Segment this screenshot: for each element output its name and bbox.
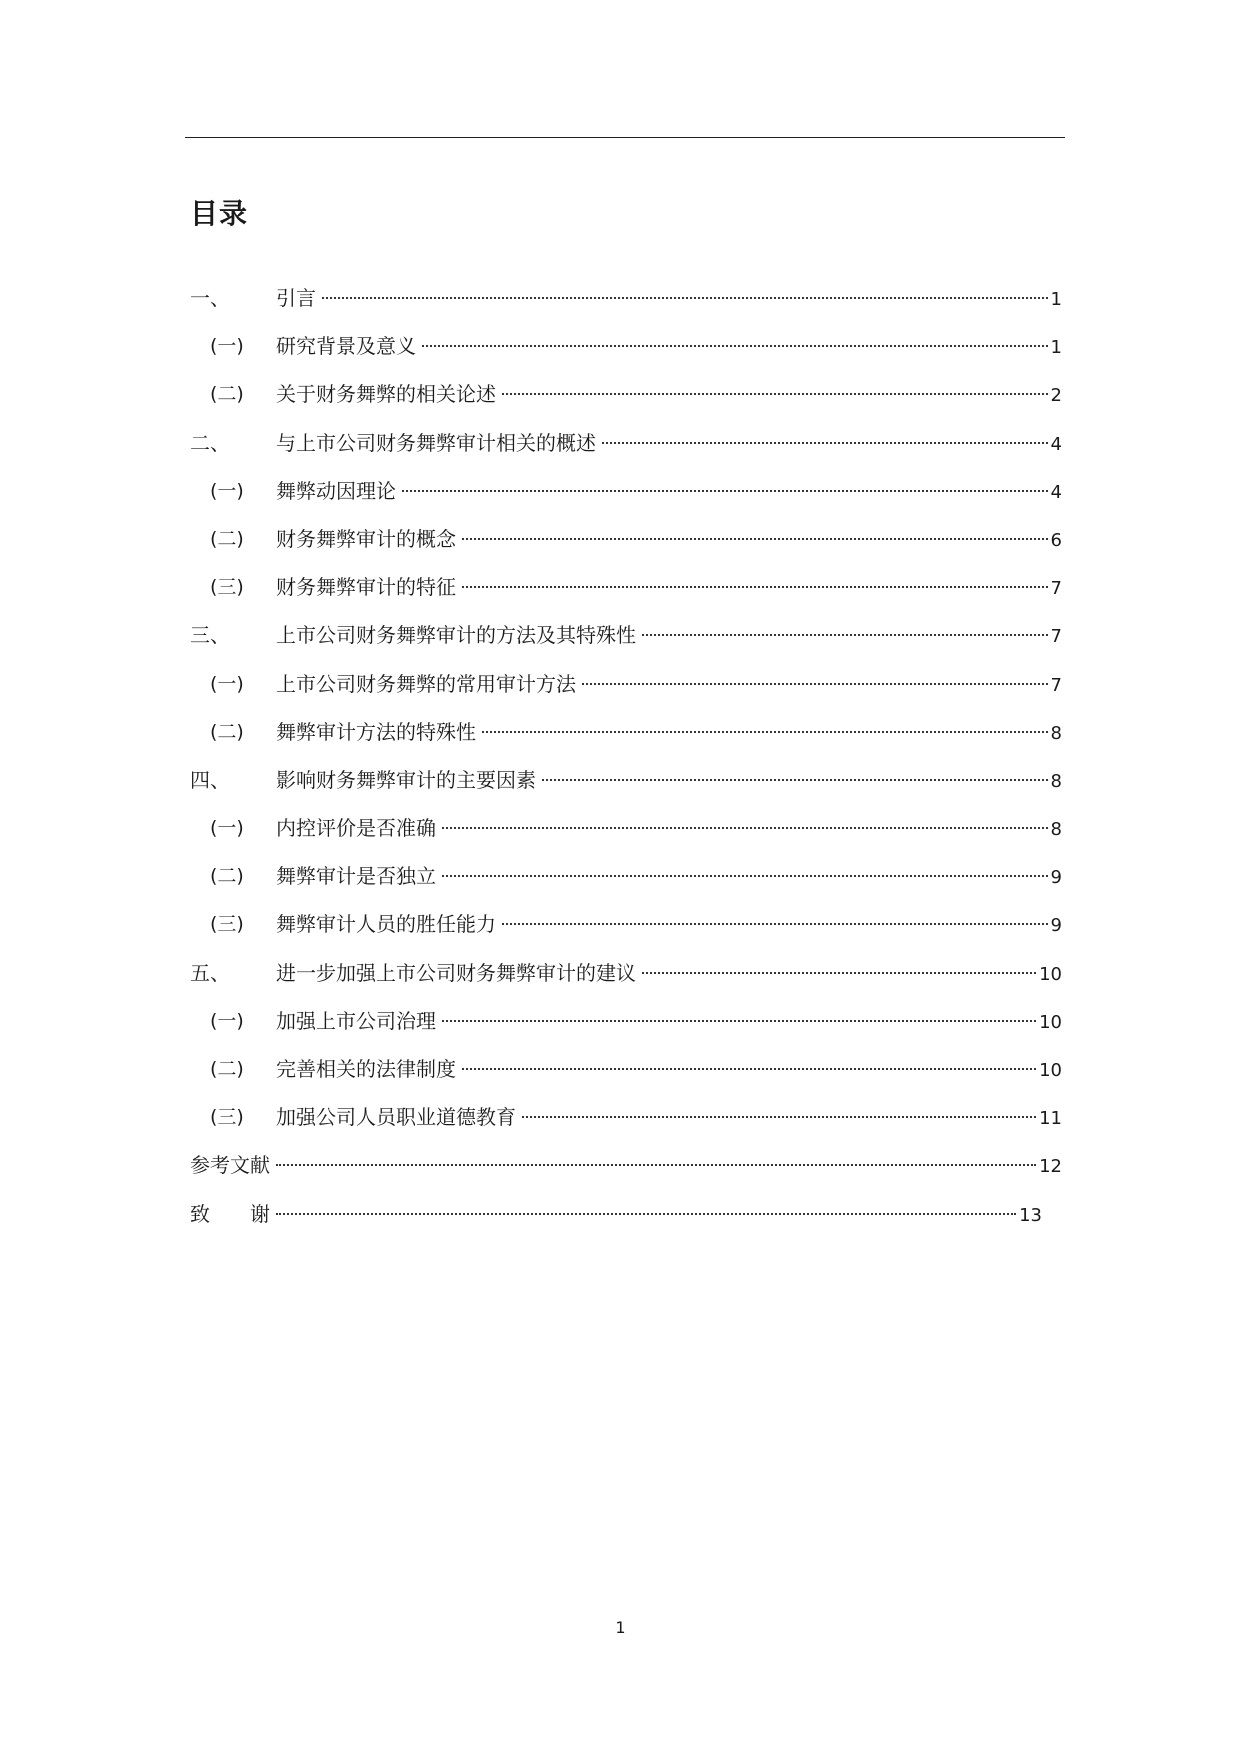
- toc-entry-number: (二): [210, 720, 244, 743]
- toc-entry-line: [276, 1045, 1062, 1095]
- toc-entry-page: 7: [1050, 674, 1062, 696]
- toc-entry-number: (一): [210, 335, 244, 358]
- header-rule: [185, 137, 1065, 138]
- toc-entry-number: (二): [210, 865, 244, 888]
- toc-entry-line: [276, 1093, 1062, 1143]
- toc-entry[interactable]: [0, 274, 1241, 322]
- dot-leader: [462, 1068, 1036, 1070]
- toc-entry-number: 四、: [190, 767, 230, 792]
- toc-entry-page: 1: [1050, 289, 1062, 310]
- toc-entry[interactable]: [0, 1093, 1241, 1141]
- toc-entry-label: 舞弊动因理论: [276, 478, 396, 503]
- toc-entry-page: 7: [1050, 626, 1062, 648]
- dot-leader: [322, 297, 1048, 299]
- toc-entry-line: [276, 756, 1062, 806]
- toc-entry-page: 1: [1050, 337, 1062, 359]
- toc-entry-label: 引言: [276, 286, 316, 310]
- toc-entry-page: 4: [1050, 433, 1062, 455]
- toc-entry-label: 与上市公司财务舞弊审计相关的概述: [276, 430, 596, 455]
- toc-entry-line: [276, 708, 1062, 758]
- toc-entry-line: [276, 804, 1062, 854]
- toc-entry-label: 舞弊审计人员的胜任能力: [276, 912, 496, 937]
- toc-entry-number: (二): [210, 1058, 244, 1080]
- toc-entry-number: 二、: [190, 430, 230, 455]
- toc-entry-label: 进一步加强上市公司财务舞弊审计的建议: [276, 960, 636, 985]
- toc-entry-label: 舞弊审计是否独立: [276, 864, 436, 889]
- toc-title: 目录: [190, 197, 249, 230]
- toc-entry-page: 8: [1050, 722, 1062, 744]
- toc-entry-label: 上市公司财务舞弊的常用审计方法: [276, 671, 576, 696]
- dot-leader: [402, 490, 1048, 492]
- dot-leader: [442, 827, 1048, 829]
- toc-entry[interactable]: [0, 611, 1241, 659]
- toc-entry-page: 9: [1050, 915, 1062, 937]
- dot-leader: [442, 875, 1048, 877]
- toc-entry-line: [276, 563, 1062, 613]
- toc-entry-label: 影响财务舞弊审计的主要因素: [276, 767, 536, 792]
- toc-entry-label: 加强公司人员职业道德教育: [276, 1105, 516, 1130]
- toc-entry-page: 4: [1050, 481, 1062, 503]
- toc-entry[interactable]: [0, 515, 1241, 563]
- dot-leader: [602, 442, 1048, 444]
- toc-entry-page: 12: [1039, 1156, 1062, 1178]
- toc-entry-page: 8: [1050, 819, 1062, 841]
- toc-entry[interactable]: [0, 852, 1241, 900]
- dot-leader: [522, 1116, 1036, 1118]
- toc-entry-line: [276, 949, 1062, 999]
- dot-leader: [462, 586, 1048, 588]
- toc-entry-line: [276, 997, 1062, 1047]
- toc-entry[interactable]: [0, 949, 1241, 997]
- toc-entry-line: [190, 1190, 1042, 1240]
- toc-entry-number: (二): [210, 527, 244, 550]
- toc-entry-line: [190, 1141, 1062, 1191]
- toc-entry-label: 财务舞弊审计的特征: [276, 575, 456, 600]
- toc-entry-page: 6: [1050, 529, 1062, 551]
- dot-leader: [422, 345, 1048, 347]
- toc-entry-number: 三、: [190, 623, 230, 648]
- toc-entry-line: [276, 660, 1062, 710]
- toc-entry[interactable]: [0, 756, 1241, 804]
- toc-entry-label: 参考文献: [190, 1153, 270, 1178]
- dot-leader: [442, 1020, 1036, 1022]
- toc-entry-page: 2: [1050, 385, 1062, 407]
- dot-leader: [582, 683, 1048, 685]
- dot-leader: [276, 1164, 1036, 1166]
- toc-entry[interactable]: [0, 370, 1241, 418]
- toc-entry-label: 舞弊审计方法的特殊性: [276, 719, 476, 744]
- toc-entry-label: 研究背景及意义: [276, 334, 416, 359]
- toc-entry-line: [276, 900, 1062, 950]
- toc-entry-number: 一、: [190, 286, 230, 310]
- toc-entry[interactable]: [0, 1190, 1241, 1238]
- toc-entry-page: 11: [1039, 1108, 1062, 1130]
- dot-leader: [482, 731, 1048, 733]
- toc-entry-label: 内控评价是否准确: [276, 816, 436, 841]
- toc-entry-page: 13: [1019, 1204, 1042, 1226]
- toc-entry[interactable]: [0, 660, 1241, 708]
- toc-entry-label: 致 谢: [190, 1201, 270, 1226]
- toc-entry[interactable]: [0, 419, 1241, 467]
- dot-leader: [542, 779, 1048, 781]
- toc-entry-line: [276, 467, 1062, 517]
- toc-entry-page: 7: [1050, 578, 1062, 600]
- dot-leader: [502, 923, 1048, 925]
- toc-entry-line: [276, 370, 1062, 420]
- toc-entry-label: 财务舞弊审计的概念: [276, 526, 456, 551]
- toc-entry[interactable]: [0, 708, 1241, 756]
- dot-leader: [642, 634, 1048, 636]
- toc-entry[interactable]: [0, 322, 1241, 370]
- toc-entry[interactable]: [0, 1045, 1241, 1093]
- toc-entry-label: 完善相关的法律制度: [276, 1057, 456, 1081]
- toc-entry-page: 10: [1039, 1060, 1062, 1081]
- toc-entry-number: (一): [210, 672, 244, 695]
- toc-entry-number: (三): [210, 576, 244, 599]
- toc-entry-line: [276, 852, 1062, 902]
- toc-entry-line: [276, 322, 1062, 372]
- toc-list: [0, 274, 1241, 1238]
- toc-entry-number: (三): [210, 1106, 244, 1129]
- toc-entry-label: 上市公司财务舞弊审计的方法及其特殊性: [276, 623, 636, 648]
- toc-entry-page: 9: [1050, 867, 1062, 889]
- toc-entry[interactable]: [0, 804, 1241, 852]
- toc-entry-line: [276, 419, 1062, 469]
- toc-entry-number: (一): [210, 479, 244, 502]
- toc-entry-label: 加强上市公司治理: [276, 1008, 436, 1033]
- dot-leader: [276, 1213, 1016, 1215]
- toc-entry-number: (二): [210, 383, 244, 406]
- toc-entry-line: [276, 611, 1062, 661]
- dot-leader: [462, 538, 1048, 540]
- toc-entry-line: [276, 274, 1062, 324]
- dot-leader: [642, 972, 1036, 974]
- toc-entry-number: 五、: [190, 960, 230, 985]
- toc-entry[interactable]: [0, 1141, 1241, 1189]
- toc-entry-page: 8: [1050, 770, 1062, 792]
- footer-page-number: 1: [615, 1618, 626, 1637]
- toc-entry-page: 10: [1039, 963, 1062, 985]
- toc-entry[interactable]: [0, 900, 1241, 948]
- toc-entry[interactable]: [0, 563, 1241, 611]
- toc-entry-number: (一): [210, 1009, 244, 1032]
- toc-entry-number: (三): [210, 913, 244, 936]
- dot-leader: [502, 393, 1048, 395]
- toc-entry-number: (一): [210, 817, 244, 840]
- toc-entry-page: 10: [1039, 1011, 1062, 1033]
- toc-entry-label: 关于财务舞弊的相关论述: [276, 382, 496, 407]
- toc-entry-line: [276, 515, 1062, 565]
- toc-entry[interactable]: [0, 997, 1241, 1045]
- toc-entry[interactable]: [0, 467, 1241, 515]
